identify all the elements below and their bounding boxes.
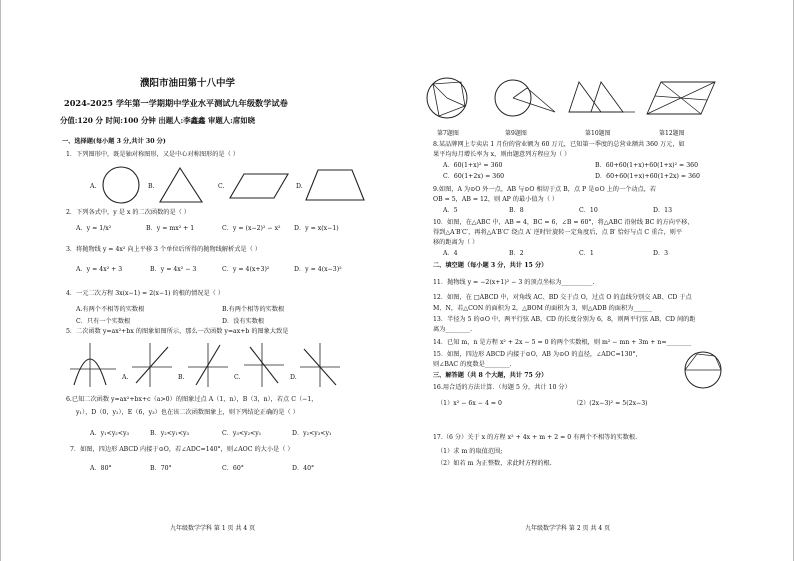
q2-option-d: D．y = x(x−1) — [294, 225, 339, 232]
q4-option-b: B.有两个相等的实数根 — [222, 306, 285, 313]
question-9-line-2: OB = 5，AB = 12，则 AP 的最小值为（ ） — [433, 196, 559, 203]
q1-parallelogram-figure — [230, 172, 290, 200]
figure-caption-10: 第10题图 — [585, 130, 611, 137]
question-12-line-1: 12．如图，在 □ABCD 中，对角线 AC、BD 交于点 O，过点 O 的直线分别交 AB、CD 于点 — [433, 294, 692, 301]
q9-circle-tangent-figure — [493, 74, 559, 120]
page-1-footer: 九年级数学学科 第 1 页 共 4 页 — [170, 525, 256, 532]
question-6-line-1: 6.已知二次函数 y=ax²+bx+c（a>0）的图象过点 A（1，n），B（3，n），若点 C（−1， — [66, 396, 318, 403]
q1-triangle-figure — [158, 166, 204, 204]
question-1: 1．下列图形中，既是轴对称图形，又是中心对称图形的是（ ） — [66, 151, 239, 158]
q6-option-a: A．y₁<y₂<y₃ — [90, 430, 129, 437]
q7-option-a: A．80° — [90, 465, 112, 472]
q15-circle-figure — [681, 350, 725, 390]
q10-option-b: B．2 — [509, 250, 524, 257]
q5-option-a-label: A. — [122, 374, 129, 381]
q8-option-a: A．60(1+x)² = 360 — [443, 162, 503, 169]
figure-caption-9: 第9题图 — [505, 130, 527, 137]
question-4: 4．一元二次方程 3x(x−1) = 2(x−1) 的根的情况是（ ） — [66, 290, 225, 297]
q6-option-c: C．y₃<y₂<y₁ — [222, 430, 262, 437]
q6-option-d: D．y₂<y₃<y₁ — [292, 430, 332, 437]
q3-option-b: B．y = 4x² − 3 — [150, 266, 197, 273]
q1-option-c-label: C. — [218, 183, 225, 190]
q9-option-b: B．8 — [509, 207, 524, 214]
q3-option-c: C．y = 4(x+3)² — [222, 266, 270, 273]
q1-trapezoid-figure — [306, 168, 366, 202]
question-6-line-2: y₁），D（0，y₂），E（6，y₃）也在该二次函数图象上，则下列结论正确的是（ ） — [76, 409, 299, 416]
q7-circle-figure — [425, 72, 469, 122]
q17-part-1: （1）求 m 的取值范围; — [437, 448, 503, 455]
question-16: 16.用合适的方法计算．（每题 5 分，共计 10 分） — [433, 384, 571, 391]
exam-title: 2024-2025 学年第一学期期中学业水平测试九年级数学试卷 — [64, 98, 288, 108]
page-2-footer: 九年级数学学科 第 2 页 共 4 页 — [525, 525, 611, 532]
figure-caption-12: 第12题图 — [659, 130, 685, 137]
question-9-line-1: 9.如图，A 为⊙O 外一点，AB 与⊙O 相切于点 B，点 P 是⊙O 上的一个动点，若 — [433, 186, 657, 193]
question-15-line-2: 则∠BAC 的度数是________. — [433, 361, 512, 368]
question-14: 14．已知 m，n 是方程 x² + 2x − 5 = 0 的两个实数根，则 m² − mn + 3m + n=________ — [433, 339, 692, 346]
q7-option-b: B．70° — [150, 465, 172, 472]
q4-option-d: D．没有实数根 — [222, 318, 265, 325]
section-2-heading: 二、填空题（每小题 3 分，共计 15 分） — [433, 262, 548, 269]
q5-option-d-graph — [300, 343, 340, 387]
q7-option-c: C．60° — [222, 465, 244, 472]
q3-option-d: D．y = 4(x−3)² — [294, 266, 342, 273]
q17-part-2: （2）如若 m 为正整数，求此时方程的根. — [437, 460, 552, 467]
q6-option-b: B．y₂<y₁<y₃ — [150, 430, 190, 437]
q4-option-c: C．只有一个实数根 — [76, 318, 131, 325]
q7-option-d: D．40° — [292, 465, 315, 472]
question-2: 2．下列各式中，y 是 x 的二次函数的是（ ） — [66, 209, 190, 216]
question-13-line-1: 13．半径为 5 的⊙O 中，两平行弦 AB，CD 的长度分别为 6，8，则两平行弦 AB，CD 间的距 — [433, 316, 696, 323]
question-15-line-1: 15．如图，四边形 ABCD 内接于⊙O，AB 为⊙O 的直径，∠ADC=130°， — [433, 351, 642, 358]
question-10-line-3: 移的距离为（ ） — [433, 239, 479, 246]
section-1-heading: 一、选择题(每小题 3 分,共计 30 分) — [62, 138, 166, 145]
question-12-line-2: M、N，若△CON 的面积为 2，△BOM 的面积为 3，则△ADB 的面积为______ — [433, 305, 652, 312]
q5-option-a-graph — [132, 343, 172, 387]
q5-given-parabola-figure — [70, 343, 116, 387]
q1-option-b-label: B. — [148, 183, 155, 190]
question-10-line-1: 10．如图，在△ABC 中，AB = 4，BC = 6，∠B = 60°，将△ABC 沿射线 BC 的方向平移， — [433, 219, 694, 226]
q5-option-b-label: B. — [178, 374, 185, 381]
q10-translated-triangles-figure — [567, 78, 637, 116]
q2-option-b: B．y = mx² + 1 — [146, 225, 195, 232]
q5-option-d-label: D. — [290, 374, 297, 381]
q10-option-d: D．3 — [653, 250, 669, 257]
q16-part-2: （2）(2x−3)² = 5(2x−3) — [573, 400, 648, 407]
q1-circle-figure — [101, 165, 141, 205]
exam-page-2 — [397, 0, 794, 561]
question-8-line-1: 8.某品牌网上专卖店 1 月份的营业额为 60 万元，已知第一季度的总营业额共 360 万元，如 — [433, 141, 685, 148]
q9-option-a: A．5 — [443, 207, 458, 214]
question-3: 3．将抛物线 y = 4x² 向上平移 3 个单位后所得的抛物线解析式是（ ） — [66, 246, 261, 253]
q2-option-c: C．y = (x−2)² − x² — [222, 225, 281, 232]
q5-option-b-graph — [188, 343, 228, 387]
question-17: 17.（6 分）关于 x 的方程 x² + 4x + m + 2 = 0 有两个不相等的实数根. — [433, 434, 638, 441]
school-name: 濮阳市油田第十八中学 — [140, 78, 236, 89]
q1-option-d-label: D. — [296, 183, 303, 190]
q12-parallelogram-figure — [645, 78, 717, 118]
q1-option-a-label: A. — [90, 183, 97, 190]
q8-option-b: B．60+60(1+x)+60(1+x)² = 360 — [595, 162, 699, 169]
q5-option-c-label: C. — [234, 374, 241, 381]
q16-part-1: （1）x² − 6x − 4 = 0 — [437, 400, 502, 407]
q4-option-a: A.有两个不相等的实数根 — [76, 306, 145, 313]
q10-option-a: A．4 — [443, 250, 458, 257]
question-10-line-2: 得到△A′B′C′，再将△A′B′C′ 绕点 A′ 逆时针旋转一定角度后，点 B′ 恰好与点 C 重合，则平 — [433, 229, 683, 236]
q8-option-d: D．60+60(1+x)+60(1+2x) = 360 — [595, 173, 700, 180]
exam-info: 分值:120 分 时间:100 分钟 出题人:李鑫鑫 审题人:席如晓 — [60, 116, 256, 125]
q5-option-c-graph — [244, 343, 284, 387]
q2-option-a: A．y = 1/x² — [76, 225, 112, 232]
question-13-line-2: 离为________. — [433, 326, 473, 333]
question-7: 7．如图，四边形 ABCD 内接于⊙O，若∠ADC=140°，则∠AOC 的大小是（ ） — [70, 446, 294, 453]
q8-option-c: C．60(1+2x) = 360 — [443, 173, 505, 180]
q9-option-c: C．10 — [579, 207, 598, 214]
q3-option-a: A．y = 4x² + 3 — [76, 266, 123, 273]
question-5: 5．二次函数 y=ax²+bx 的图象如图所示，那么一次函数 y=ax+b 的图象大致是 — [66, 328, 289, 335]
question-8-line-2: 果平均每月增长率为 x，则由题意列方程应为（ ） — [433, 151, 571, 158]
q10-option-c: C．1 — [579, 250, 594, 257]
q9-option-d: D．13 — [653, 207, 673, 214]
figure-caption-7: 第7题图 — [437, 130, 459, 137]
question-11: 11．抛物线 y = −2(x+1)² − 3 的顶点坐标为__________. — [433, 279, 595, 286]
section-3-heading: 三、解答题（共 8 个大题，共计 75 分） — [433, 372, 548, 379]
